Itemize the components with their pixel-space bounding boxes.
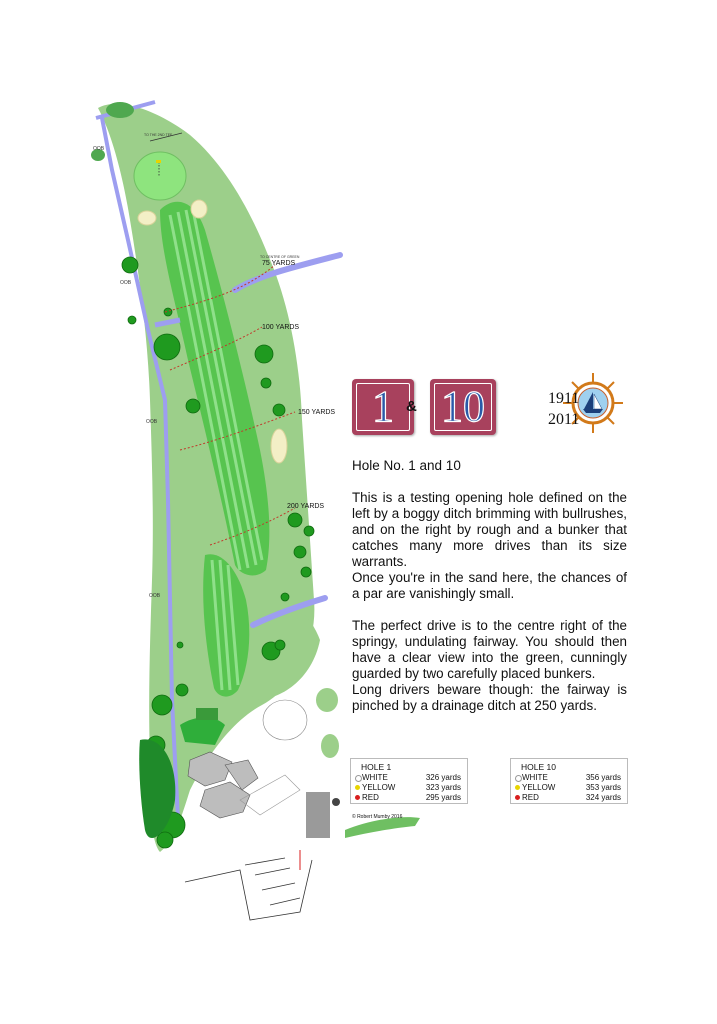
marker-150: 150 YARDS (298, 409, 336, 416)
tee-table-title: HOLE 1 (361, 762, 392, 772)
oob-label-3: OOB (146, 419, 158, 425)
white-tee-dot (515, 775, 522, 782)
description-p3: The perfect drive is to the centre right of the springy, undulating fairway. You should then have a clear view into the green, cunningly guarded by two carefully placed bunkers. (352, 618, 627, 681)
centre-note: TO CENTRE OF GREEN (260, 255, 300, 259)
hole-badge-10 (430, 379, 496, 435)
tee-name: YELLOW (522, 783, 556, 792)
tee-name: RED (362, 793, 379, 802)
hole-description (352, 490, 627, 714)
bunker-fairway (271, 429, 287, 463)
logo-year-bottom: 2011 (548, 411, 580, 428)
hole-badge-1 (352, 379, 414, 435)
bunker-right (191, 200, 207, 218)
tee-table-title: HOLE 10 (521, 762, 556, 772)
yellow-tee-dot (355, 785, 360, 790)
yellow-tee-dot (515, 785, 520, 790)
description-p1: This is a testing opening hole defined on the left by a boggy ditch brimming with bullrushes, and on the right by rough and a bunker that catches many more drives than its size warrants. (352, 490, 627, 569)
marker-75: 75 YARDS (262, 260, 296, 267)
oob-label-4: OOB (149, 593, 161, 599)
hole-number-10: 10 (441, 382, 485, 431)
description-p2: Once you're in the sand here, the chances of a par are vanishingly small. (352, 570, 627, 601)
tee-name: YELLOW (362, 783, 396, 792)
tee-yards: 295 yards (425, 793, 461, 802)
tee-name: WHITE (362, 773, 388, 782)
car-park (185, 858, 312, 920)
marker-200: 200 YARDS (287, 503, 325, 510)
tee-table-hole-10 (510, 758, 628, 804)
ampersand: & (406, 398, 417, 415)
tee-table-hole-1 (350, 758, 468, 804)
white-tee-dot (355, 775, 362, 782)
clubhouse (188, 752, 258, 818)
tee-yards: 324 yards (585, 793, 621, 802)
tee-name: WHITE (522, 773, 548, 782)
tee-yards: 323 yards (425, 783, 461, 792)
tee-yards: 356 yards (585, 773, 621, 782)
bunker-left (138, 211, 156, 225)
green (134, 152, 186, 200)
hole-heading: Hole No. 1 and 10 (352, 458, 461, 473)
copyright: © Robert Mumby 2016 (352, 814, 403, 820)
tee-yards: 353 yards (585, 783, 621, 792)
red-tee-dot (355, 795, 360, 800)
red-tee-dot (515, 795, 520, 800)
tee-name: RED (522, 793, 539, 802)
hole-number-1: 1 (372, 382, 394, 431)
logo-year-top: 1911 (548, 390, 580, 407)
marker-100: 100 YARDS (262, 324, 300, 331)
arrow-note: TO THE 2ND TEE (144, 133, 173, 137)
tee-yards: 326 yards (425, 773, 461, 782)
oob-label-2: OOB (120, 280, 132, 286)
description-p4: Long drivers beware though: the fairway is pinched by a drainage ditch at 250 yards. (352, 682, 627, 713)
oob-label-1: OOB (93, 146, 105, 152)
